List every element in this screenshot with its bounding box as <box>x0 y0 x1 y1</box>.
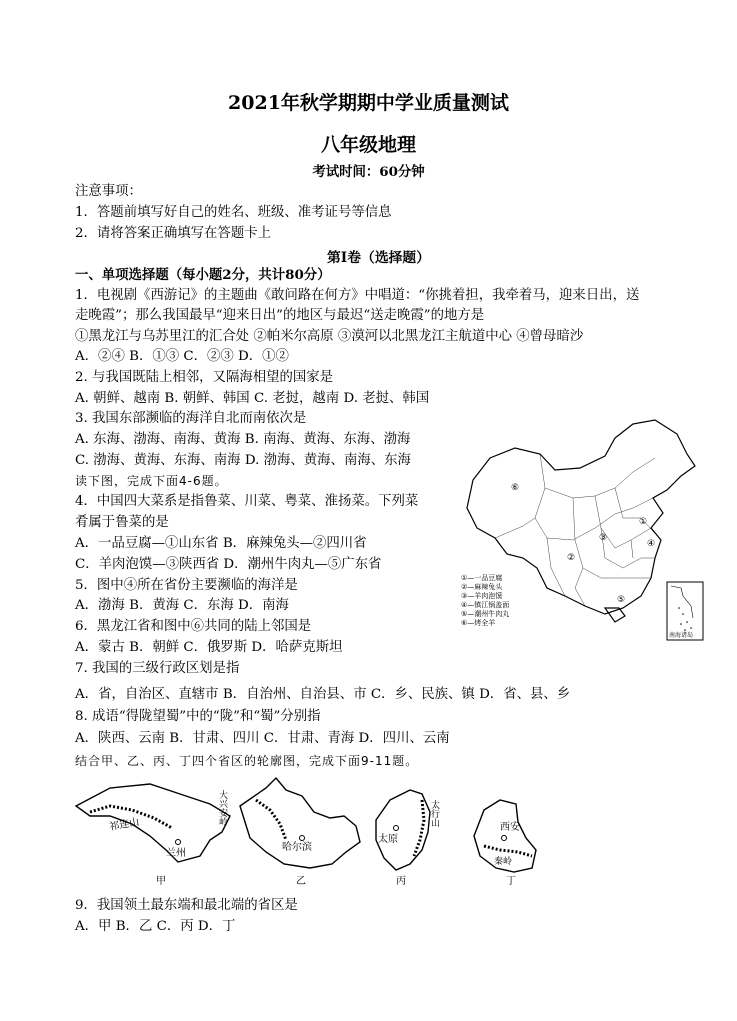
province-yi-caption: 乙 <box>296 876 306 887</box>
section-heading: 一、单项选择题（每小题2分，共计80分） <box>75 267 331 283</box>
question-line: A．省，自治区、直辖市 B．自治州、自治县、市 C．乡、民族、镇 D．省、县、乡 <box>75 687 571 702</box>
question-line: A．渤海 B．黄海 C．东海 D．南海 <box>75 598 289 613</box>
exam-time: 考试时间：60分钟 <box>312 164 425 180</box>
province-jia-mountain: 祁连山 <box>108 816 141 833</box>
legend-item: ⑤—潮州牛肉丸 <box>461 610 510 618</box>
province-bing-mountain: 太行山 <box>429 800 439 827</box>
province-jia <box>76 784 230 887</box>
question-line: A．陕西、云南 B．甘肃、四川 C．甘肃、青海 D．四川、云南 <box>75 731 450 746</box>
province-jia-caption: 甲 <box>156 876 166 887</box>
question-line: A．②④ B．①③ C．②③ D．①② <box>75 349 289 364</box>
province-ding-mountain: 秦岭 <box>494 857 513 867</box>
south-china-sea-inset <box>667 582 703 640</box>
question-line: 7. 我国的三级行政区划是指 <box>75 661 240 676</box>
question-line: A．一品豆腐—①山东省 B．麻辣兔头—②四川省 <box>75 536 367 551</box>
province-yi <box>217 778 360 887</box>
question-line: 4．中国四大菜系是指鲁菜、川菜、粤菜、淮扬菜。下列菜 <box>75 494 419 509</box>
china-map <box>455 418 705 643</box>
province-ding-caption: 丁 <box>506 876 516 887</box>
province-bing <box>376 790 440 887</box>
province-ding-city: 西安 <box>500 822 520 833</box>
notice-item: 1．答题前填写好自己的姓名、班级、准考证号等信息 <box>75 205 392 220</box>
notice-heading: 注意事项： <box>75 184 142 199</box>
question-line: C. 渤海、黄海、东海、南海 D. 渤海、黄海、南海、东海 <box>75 453 411 468</box>
legend-item: ①—一品豆腐 <box>461 574 503 582</box>
question-line: 6．黑龙江省和图中⑥共同的陆上邻国是 <box>75 619 312 634</box>
legend-item: ③—羊肉泡馍 <box>461 592 503 600</box>
province-ding <box>474 800 536 887</box>
map-marker-1: ① <box>638 517 648 527</box>
province-outlines <box>70 770 550 890</box>
question-line: A．甲 B．乙 C．丙 D．丁 <box>75 919 236 934</box>
map-marker-3: ③ <box>598 533 608 543</box>
question-line: A. 朝鲜、越南 B. 朝鲜、韩国 C. 老挝，越南 D. 老挝、韩国 <box>75 391 430 406</box>
question-line: C．羊肉泡馍—③陕西省 D．潮州牛肉丸—⑤广东省 <box>75 557 382 572</box>
exam-subtitle: 八年级地理 <box>320 134 416 156</box>
exam-title: 2021年秋学期期中学业质量测试 <box>228 92 509 114</box>
question-line: 肴属于鲁菜的是 <box>75 515 169 530</box>
question-line: 8. 成语“得陇望蜀”中的“陇”和“蜀”分别指 <box>75 709 321 724</box>
question-line: A．蒙古 B．朝鲜 C．俄罗斯 D．哈萨克斯坦 <box>75 640 343 655</box>
question-line: 3. 我国东部濒临的海洋自北而南依次是 <box>75 411 307 426</box>
province-jia-city: 兰州 <box>166 848 186 859</box>
legend-item: ④—镇江锅盖面 <box>461 601 510 609</box>
map-marker-2: ② <box>566 553 576 563</box>
question-line: 9．我国领土最东端和最北端的省区是 <box>75 898 298 913</box>
province-bing-city: 太原 <box>378 834 398 845</box>
province-yi-city: 哈尔滨 <box>282 842 312 853</box>
question-line: 5．图中④所在省份主要濒临的海洋是 <box>75 578 298 593</box>
inset-label: 南海诸岛 <box>669 632 694 639</box>
instruction-9-11: 结合甲、乙、丙、丁四个省区的轮廓图，完成下面9-11题。 <box>75 754 419 768</box>
map-marker-4: ④ <box>646 539 656 549</box>
province-bing-caption: 丙 <box>396 876 406 887</box>
part1-title: 第Ⅰ卷（选择题） <box>326 250 431 266</box>
map-marker-6: ⑥ <box>510 483 520 493</box>
legend-item: ②—麻辣兔头 <box>461 583 503 591</box>
question-line: A. 东海、渤海、南海、黄海 B. 南海、黄海、东海、渤海 <box>75 432 411 447</box>
question-line: 1．电视剧《西游记》的主题曲《敢问路在何方》中唱道：“你挑着担，我牵着马，迎来日出，送 <box>75 288 640 303</box>
question-line: 走晚霞”；那么我国最早“迎来日出”的地区与最迟“送走晚霞”的地方是 <box>75 308 485 323</box>
province-yi-mountain: 大兴安岭 <box>217 790 227 826</box>
legend-item: ⑥—烤全羊 <box>461 619 496 627</box>
notice-item: 2．请将答案正确填写在答题卡上 <box>75 226 271 241</box>
map-marker-5: ⑤ <box>616 595 626 605</box>
question-line: ①黑龙江与乌苏里江的汇合处 ②帕米尔高原 ③漠河以北黑龙江主航道中心 ④曾母暗沙 <box>75 329 584 344</box>
instruction-4-6: 读下图，完成下面4-6题。 <box>75 474 228 488</box>
question-line: 2. 与我国既陆上相邻，又隔海相望的国家是 <box>75 370 334 385</box>
